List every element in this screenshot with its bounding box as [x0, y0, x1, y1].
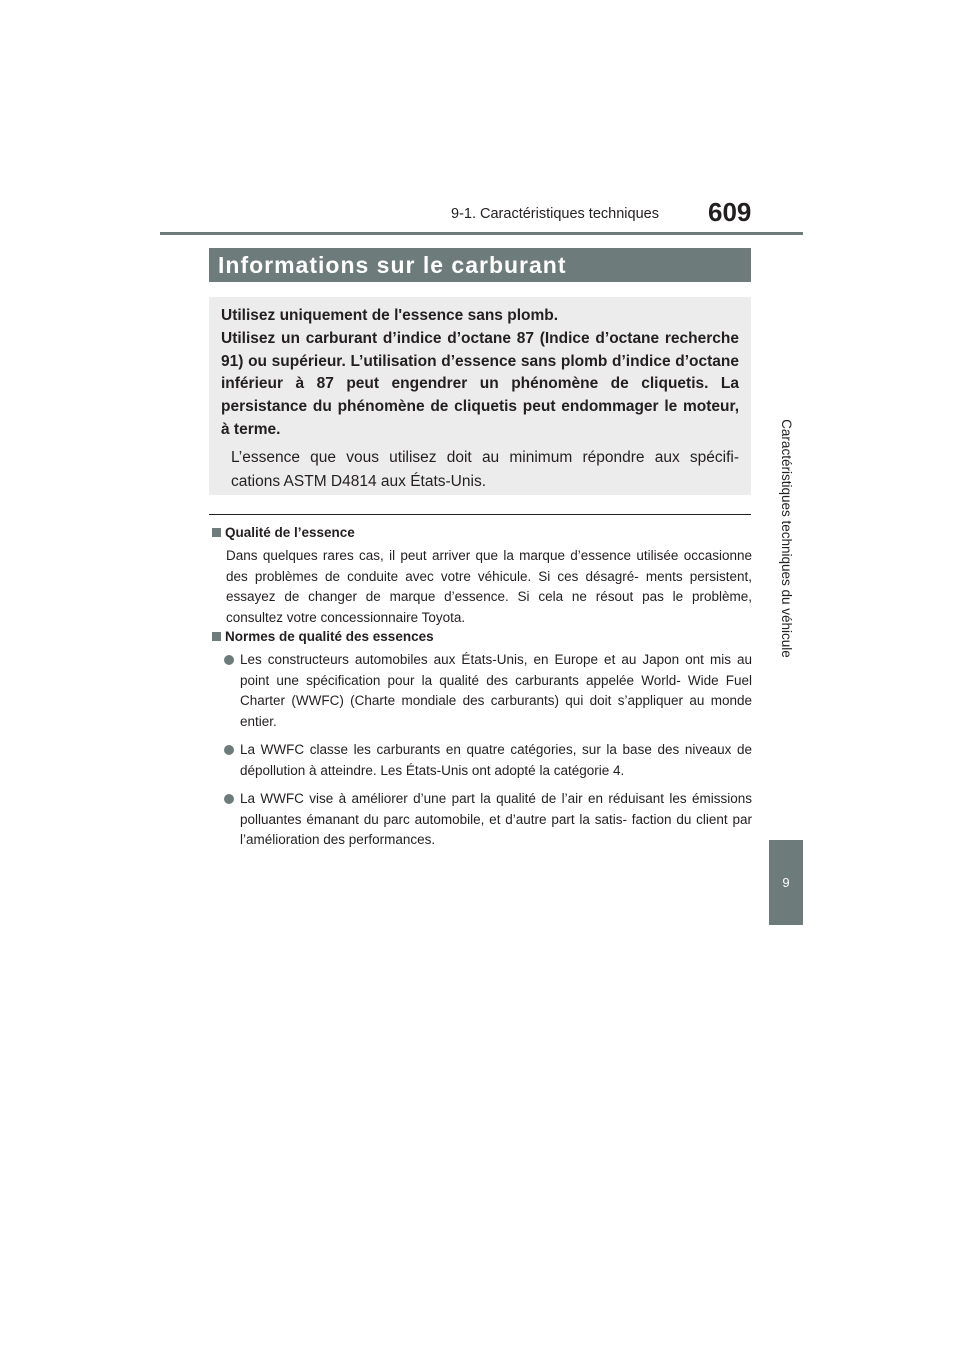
list-item-text: La WWFC vise à améliorer d’une part la qualité de l’air en réduisant les émissions polluantes émanant du parc automobile, et d’autre part la satis- faction du client par l’amélioration des performances. [240, 791, 752, 847]
section-divider [209, 514, 751, 515]
list-item-text: Les constructeurs automobiles aux États-Unis, en Europe et au Japon ont mis au point une spécification pour la qualité des carburants appelée World- Wide Fuel Charter (WWFC) (Charte mondiale des carburants) qui doit s’appliquer au monde entier. [240, 652, 752, 729]
round-bullet-icon [224, 794, 234, 804]
summary-line-unleaded: Utilisez uniquement de l'essence sans plomb. [221, 307, 559, 324]
round-bullet-icon [224, 745, 234, 755]
chapter-tab [769, 840, 803, 925]
summary-box [209, 297, 751, 495]
summary-note: L’essence que vous utilisez doit au minimum répondre aux spécifi- cations ASTM D4814 aux États-Unis. [231, 448, 739, 490]
square-bullet-icon [212, 632, 221, 641]
page-title: Informations sur le carburant [209, 248, 751, 282]
section-heading-text: Qualité de l’essence [225, 525, 355, 540]
list-item [212, 789, 752, 851]
section-fuel-standards [212, 629, 752, 851]
chapter-side-label [766, 238, 806, 838]
list-item-text: La WWFC classe les carburants en quatre catégories, sur la base des niveaux de dépollution à atteindre. Les États-Unis ont adopté la catégorie 4. [240, 742, 752, 778]
chapter-title: Caractéristiques techniques du véhicule [778, 418, 794, 658]
list-item [212, 740, 752, 781]
page-number: 609 [708, 197, 752, 227]
section-heading [212, 525, 752, 540]
section-heading-text: Normes de qualité des essences [225, 629, 434, 644]
round-bullet-icon [224, 655, 234, 665]
chapter-number: 9 [782, 875, 790, 890]
section-heading [212, 629, 752, 644]
summary-line-octane: Utilisez un carburant d’indice d’octane 87 (Indice d’octane recherche 91) ou supérieur. L’utilisation d’essence sans plomb d’indice d’octane inférieur à 87 peut engendrer un phénomène de cliquetis. La persistance du phénomène de cliquetis peut endommager le moteur, à terme. [221, 329, 739, 438]
section-fuel-quality [212, 525, 752, 628]
square-bullet-icon [212, 528, 221, 537]
section-title: 9-1. Caractéristiques techniques [451, 206, 659, 222]
header-divider [160, 232, 803, 235]
section-paragraph: Dans quelques rares cas, il peut arriver que la marque d’essence utilisée occasionne des problèmes de conduite avec votre véhicule. Si ces désagré- ments persistent, essayez de changer de marque d’essence. Si cela ne résout pas le problème, consultez votre concessionnaire Toyota. [226, 548, 752, 625]
list-item [212, 650, 752, 732]
